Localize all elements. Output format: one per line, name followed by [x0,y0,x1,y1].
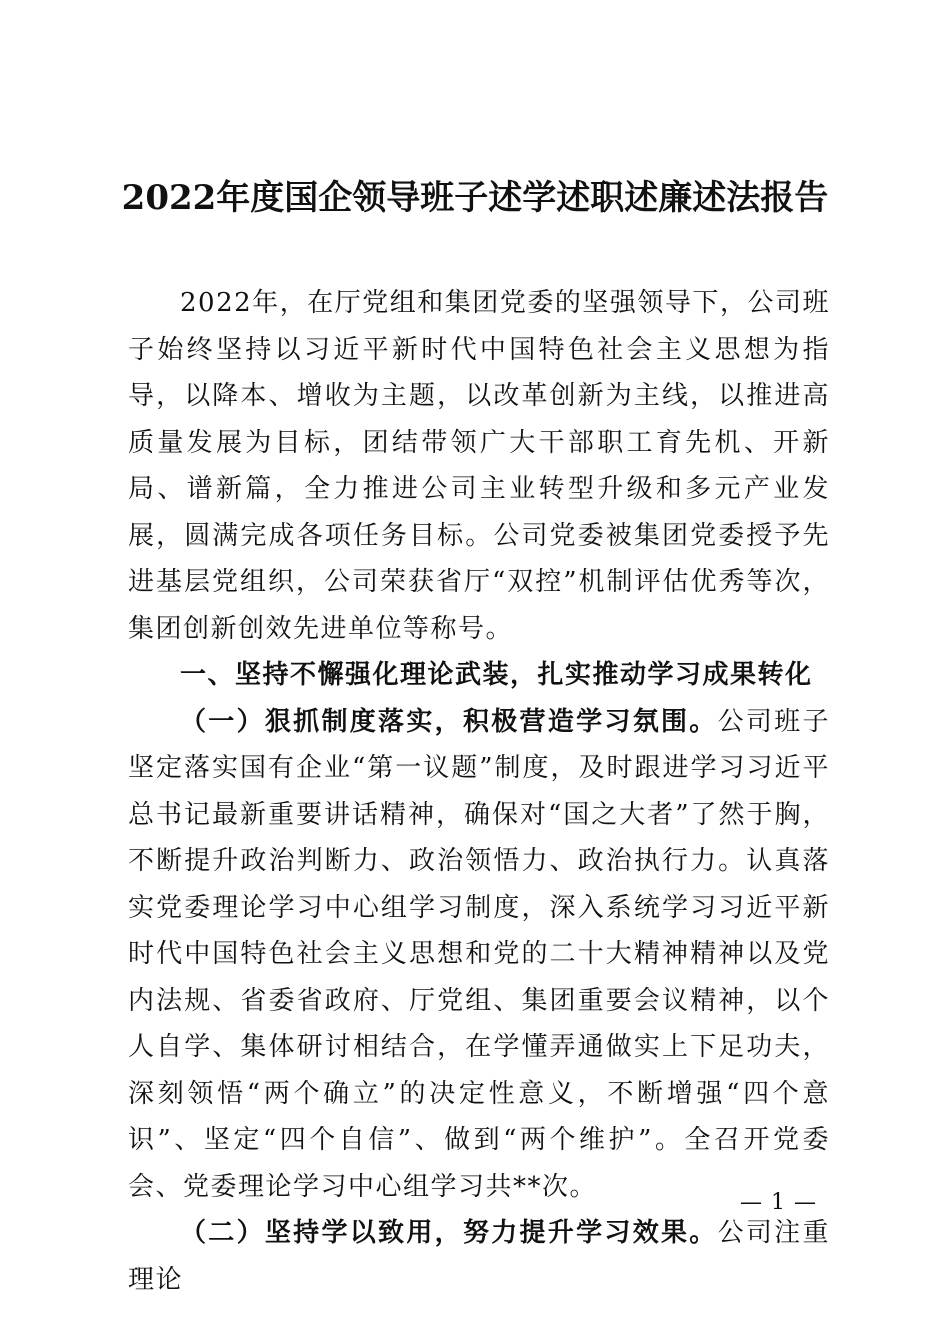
item-2-lead: （二）坚持学以致用，努力提升学习效果。 [180,1218,718,1248]
item-2-paragraph [128,1210,830,1303]
intro-paragraph: 2022年，在厅党组和集团党委的坚强领导下，公司班子始终坚持以习近平新时代中国特色社会主义思想为指导，以降本、增收为主题，以改革创新为主线，以推进高质量发展为目标，团结带领广大干部职工育先机、开新局、谱新篇，全力推进公司主业转型升级和多元产业发展，圆满完成各项任务目标。公司党委被集团党委授予先进基层党组织，公司荣获省厅“双控”机制评估优秀等次，集团创新创效先进单位等称号。 [128,288,830,644]
document-title: 2022年度国企领导班子述学述职述廉述法报告 [121,178,829,218]
item-2-text: 公司注重理论 [128,1218,830,1295]
page-number: — 1 — [740,1190,817,1215]
document-body [128,280,830,1303]
item-1-paragraph [128,699,830,1211]
item-1-lead: （一）狠抓制度落实，积极营造学习氛围。 [180,706,718,737]
section-heading-1: 一、坚持不懈强化理论武装，扎实推动学习成果转化 [180,660,813,690]
item-1-text: 公司班子坚定落实国有企业“第一议题”制度，及时跟进学习习近平总书记最新重要讲话精神，确保对“国之大者”了然于胸，不断提升政治判断力、政治领悟力、政治执行力。认真落实党委理论学习中心组学习制度，深入系统学习习近平新时代中国特色社会主义思想和党的二十大精神精神以及党内法规、省委省政府、厅党组、集团重要会议精神，以个人自学、集体研讨相结合，在学懂弄通做实上下足功夫，深刻领悟“两个确立”的决定性意义，不断增强“四个意识”、坚定“四个自信”、做到“两个维护”。全召开党委会、党委理论学习中心组学习共**次。 [128,706,830,1202]
